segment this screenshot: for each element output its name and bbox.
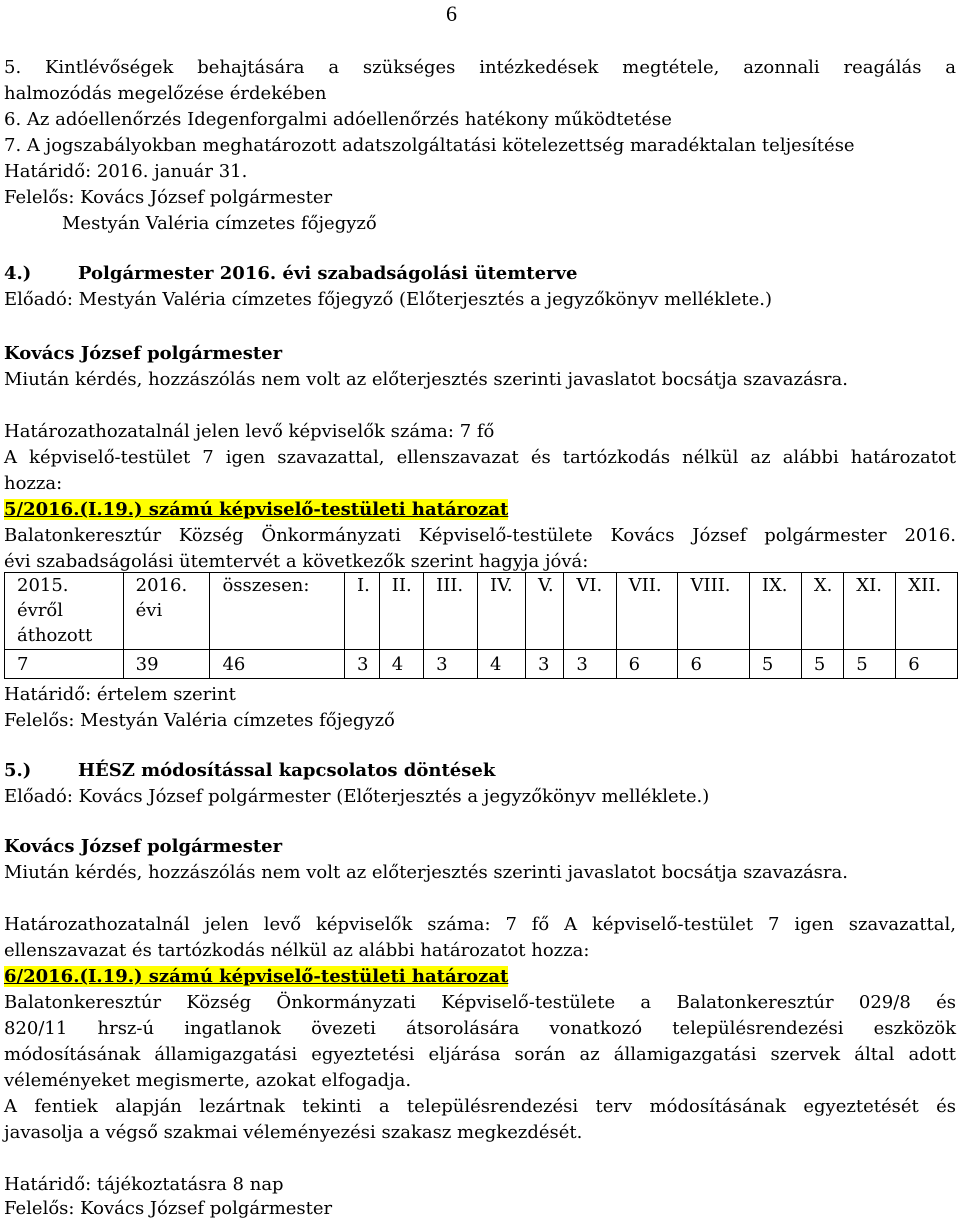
table-header-text: VII. — [628, 575, 662, 596]
resolution-title-text: 5/2016.(I.19.) számú képviselő-testületi határozat — [4, 499, 509, 520]
table-header-text: évről — [17, 600, 64, 621]
speaker-name: Kovács József polgármester — [4, 343, 283, 364]
table-header-text: VI. — [576, 575, 603, 596]
resolution-title — [4, 964, 956, 990]
speaker-text: Miután kérdés, hozzászólás nem volt az előterjesztés szerinti javaslatot bocsátja szavazásra. — [4, 369, 848, 390]
section-number: 4.) — [4, 263, 32, 284]
vote-text: A képviselő-testület 7 igen szavazattal, ellenszavazat és tartózkodás nélkül az alábbi határozatot — [4, 447, 956, 468]
table-header-cell — [616, 573, 678, 650]
page-number: 6 — [446, 1, 457, 26]
table-cell: 3 — [344, 650, 379, 679]
list-item: 7. A jogszabályokban meghatározott adatszolgáltatási kötelezettség maradéktalan teljesítése — [4, 135, 855, 156]
resolution-text: módosításának államigazgatási egyeztetési eljárása során az államigazgatási szervek által adott — [4, 1044, 956, 1065]
table-header-text: IX. — [761, 575, 788, 596]
table-header-cell — [379, 573, 423, 650]
table-header-text: X. — [813, 575, 833, 596]
table-header-text: 2015. — [17, 575, 69, 596]
speaker-name: Kovács József polgármester — [4, 836, 283, 857]
table-header-text: XII. — [908, 575, 942, 596]
deadline-text: Határidő: 2016. január 31. — [4, 161, 248, 182]
responsible-text: Mestyán Valéria címzetes főjegyző — [62, 213, 377, 234]
section-title: HÉSZ módosítással kapcsolatos döntések — [78, 760, 496, 781]
table-header-text: évi — [135, 600, 163, 621]
resolution-text: véleményeket megismerte, azokat elfogadja. — [4, 1070, 412, 1091]
responsible-text: Felelős: Kovács József polgármester — [4, 187, 333, 208]
table-header-cell — [749, 573, 801, 650]
table-header-text: II. — [391, 575, 412, 596]
table-header-text: áthozott — [17, 625, 93, 646]
table-header-cell — [678, 573, 749, 650]
table-header-text: összesen: — [222, 575, 310, 596]
vacation-schedule-table — [4, 572, 958, 679]
table-cell: 39 — [123, 650, 210, 679]
table-header-row — [5, 573, 958, 650]
resolution-text: Balatonkeresztúr Község Önkormányzati Képviselő-testülete Kovács József polgármester 2016. — [4, 525, 956, 546]
quorum-text: Határozathozatalnál jelen levő képviselők száma: 7 fő A képviselő-testület 7 igen szavazattal, — [4, 914, 956, 935]
table-cell: 46 — [210, 650, 345, 679]
section-heading — [4, 261, 956, 287]
table-header-cell — [844, 573, 896, 650]
table-cell: 3 — [564, 650, 616, 679]
vote-text-continuation: hozza: — [4, 473, 63, 494]
table-cell: 4 — [379, 650, 423, 679]
table-cell: 6 — [678, 650, 749, 679]
table-header-cell — [477, 573, 525, 650]
table-header-text: VIII. — [690, 575, 731, 596]
resolution-title-text: 6/2016.(I.19.) számú képviselő-testületi határozat — [4, 966, 509, 987]
table-cell: 3 — [525, 650, 563, 679]
table-row — [5, 650, 958, 679]
table-cell: 5 — [844, 650, 896, 679]
table-header-cell — [344, 573, 379, 650]
resolution-text: évi szabadságolási ütemtervét a következők szerint hagyja jóvá: — [4, 551, 589, 572]
table-header-text: I. — [356, 575, 370, 596]
table-cell: 6 — [896, 650, 958, 679]
table-header-text: III. — [436, 575, 464, 596]
quorum-text-continuation: ellenszavazat és tartózkodás nélkül az alábbi határozatot hozza: — [4, 940, 590, 961]
section-number: 5.) — [4, 760, 32, 781]
table-header-cell — [564, 573, 616, 650]
table-header-text: XI. — [856, 575, 882, 596]
list-item: 5. Kintlévőségek behajtására a szükséges intézkedések megtétele, azonnali reagálás a — [4, 57, 956, 78]
resolution-title — [4, 497, 956, 523]
responsible-text: Felelős: Mestyán Valéria címzetes főjegyző — [4, 710, 395, 731]
resolution-text: javasolja a végső szakmai véleményezési szakasz megkezdését. — [4, 1122, 583, 1143]
resolution-text: Balatonkeresztúr Község Önkormányzati Képviselő-testülete a Balatonkeresztúr 029/8 és — [4, 992, 956, 1013]
section-heading — [4, 758, 956, 784]
presenter-text: Előadó: Kovács József polgármester (Előterjesztés a jegyzőkönyv melléklete.) — [4, 786, 710, 807]
presenter-text: Előadó: Mestyán Valéria címzetes főjegyző (Előterjesztés a jegyzőkönyv melléklete.) — [4, 289, 773, 310]
table-header-cell — [896, 573, 958, 650]
deadline-text: Határidő: értelem szerint — [4, 684, 236, 705]
table-header-cell — [5, 573, 124, 650]
table-header-cell — [123, 573, 210, 650]
resolution-text: 820/11 hrsz-ú ingatlanok övezeti átsorolására vonatkozó településrendezési eszközök — [4, 1018, 956, 1039]
table-cell: 7 — [5, 650, 124, 679]
table-header-cell — [525, 573, 563, 650]
section-title: Polgármester 2016. évi szabadságolási ütemterve — [78, 263, 578, 284]
table-header-text: IV. — [489, 575, 513, 596]
table-header-cell — [801, 573, 843, 650]
table-cell: 5 — [749, 650, 801, 679]
table-cell: 5 — [801, 650, 843, 679]
table-header-text: 2016. — [135, 575, 188, 596]
table-header-cell — [424, 573, 478, 650]
list-item: 6. Az adóellenőrzés Idegenforgalmi adóellenőrzés hatékony működtetése — [4, 109, 672, 130]
resolution-text: A fentiek alapján lezártnak tekinti a településrendezési terv módosításának egyeztetését és — [4, 1096, 956, 1117]
table-cell: 3 — [424, 650, 478, 679]
table-cell: 4 — [477, 650, 525, 679]
deadline-text: Határidő: tájékoztatásra 8 nap — [4, 1174, 284, 1195]
table-cell: 6 — [616, 650, 678, 679]
quorum-text: Határozathozatalnál jelen levő képviselők száma: 7 fő — [4, 421, 495, 442]
table-header-text: V. — [537, 575, 554, 596]
responsible-text: Felelős: Kovács József polgármester — [4, 1198, 333, 1219]
table-header-cell — [210, 573, 345, 650]
list-item-continuation: halmozódás megelőzése érdekében — [4, 83, 327, 104]
speaker-text: Miután kérdés, hozzászólás nem volt az előterjesztés szerinti javaslatot bocsátja szavazásra. — [4, 862, 848, 883]
